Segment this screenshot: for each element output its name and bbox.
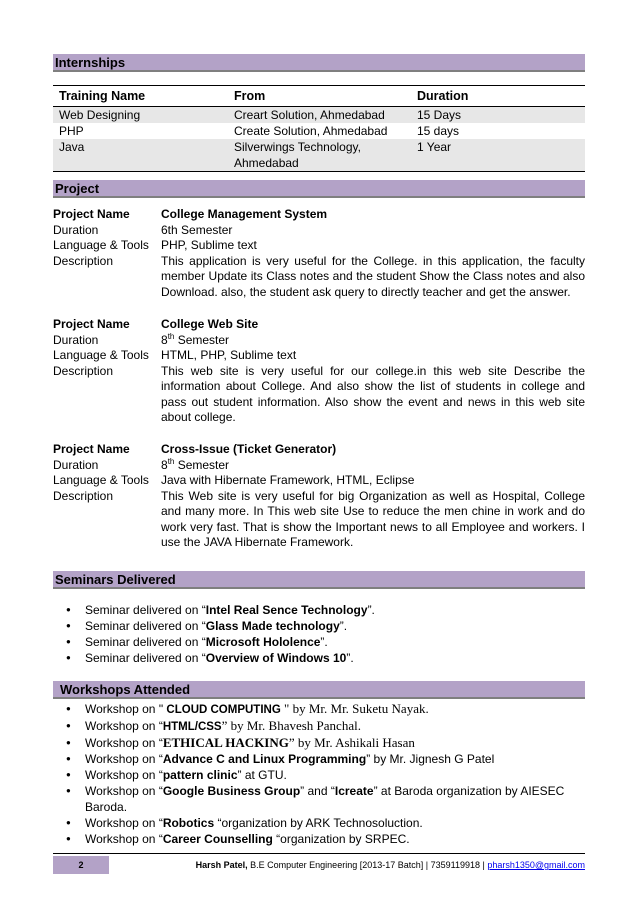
internships-header: Internships [53,54,585,72]
table-cell: Web Designing [53,107,228,124]
email-link[interactable]: pharsh1350@gmail.com [487,860,585,870]
project-duration: 6th Semester [161,222,233,237]
project-entry [53,442,585,551]
workshops-list [53,701,585,847]
table-cell: Silverwings Technology, Ahmedabad [228,139,411,172]
project-name-label: Project Name [53,317,130,331]
column-header: Duration [411,86,585,107]
seminars-header: Seminars Delivered [53,571,585,589]
description-label: Description [53,488,114,503]
duration-label: Duration [53,222,99,237]
table-header-row [53,86,585,107]
project-name-label: Project Name [53,442,130,456]
project-duration: 8th Semester [161,331,230,347]
table-cell: Create Solution, Ahmedabad [234,124,388,138]
seminars-list [53,602,585,666]
internships-table [53,85,585,172]
table-cell: Creart Solution, Ahmedabad [228,107,411,124]
list-item: ● Workshop on “Robotics “organization by ARK Technosoluction. [53,815,585,831]
footer-details: B.E Computer Engineering [2013-17 Batch] | 7359119918 | [247,860,488,870]
language-label: Language & Tools [53,238,149,252]
table-cell: 15 Days [411,107,585,124]
list-item: ● Seminar delivered on “Glass Made technology”. [53,618,585,634]
project-language: PHP, Sublime text [161,238,257,252]
list-item: ● Seminar delivered on “Microsoft Hololence”. [53,634,585,650]
project-description: This application is very useful for the College. in this application, the faculty member Update its Class notes and the student Show the Class notes and also Download. also, the student ask query to directly teacher and get the answer. [161,253,585,299]
duration-label: Duration [53,457,99,472]
table-cell: PHP [59,124,84,138]
language-label: Language & Tools [53,348,149,362]
project-entry [53,207,585,300]
project-name: College Web Site [161,317,259,331]
project-name: Cross-Issue (Ticket Generator) [161,442,337,456]
list-item: ● Workshop on “Career Counselling “organization by SRPEC. [53,831,585,847]
table-cell: 1 Year [411,139,585,172]
project-language: Java with Hibernate Framework, HTML, Eclipse [161,473,415,487]
table-row [53,107,585,124]
workshops-header: Workshops Attended [53,681,585,699]
project-description: This Web site is very useful for big Organization as well as Hospital, College and many more. In This web site Use to reduce the men chine in work and do work very fast. That is show the Important news to all Employee and workers. I use the JAVA Hibernate Framework. [161,488,585,549]
list-item: ● Workshop on “pattern clinic” at GTU. [53,767,585,783]
table-cell: 15 days [417,124,460,138]
project-header: Project [53,180,585,198]
project-name: College Management System [161,207,328,221]
footer-divider [53,853,585,854]
list-item: ● Workshop on " CLOUD COMPUTING " by Mr. Mr. Suketu Nayak. [53,701,585,718]
column-header: Training Name [53,86,228,107]
list-item: ● Seminar delivered on “Intel Real Sence Technology”. [53,602,585,618]
list-item: ● Workshop on “ETHICAL HACKING” by Mr. Ashikali Hasan [53,735,585,751]
table-row [53,123,585,139]
list-item: ● Workshop on “HTML/CSS” by Mr. Bhavesh Panchal. [53,718,585,735]
table-row [53,139,585,172]
project-duration: 8th Semester [161,456,230,472]
language-label: Language & Tools [53,473,149,487]
list-item: ● Seminar delivered on “Overview of Windows 10”. [53,650,585,666]
project-description: This web site is very useful for our college.in this web site Describe the information about College. And also show the list of students in college and pass out student information. Also show the event and news in this web site about college. [161,363,585,424]
project-entry [53,317,585,426]
project-name-label: Project Name [53,207,130,221]
duration-label: Duration [53,332,99,347]
footer-info [110,856,585,874]
list-item: ● Workshop on “Advance C and Linux Programming” by Mr. Jignesh G Patel [53,751,585,767]
table-cell: Java [53,139,228,172]
column-header: From [228,86,411,107]
page-number: 2 [53,856,109,874]
description-label: Description [53,253,114,268]
list-item: ● Workshop on “Google Business Group” and “Icreate” at Baroda organization by AIESEC Baroda. [53,783,585,815]
footer-name: Harsh Patel, [195,860,248,870]
description-label: Description [53,363,114,378]
project-language: HTML, PHP, Sublime text [161,348,297,362]
